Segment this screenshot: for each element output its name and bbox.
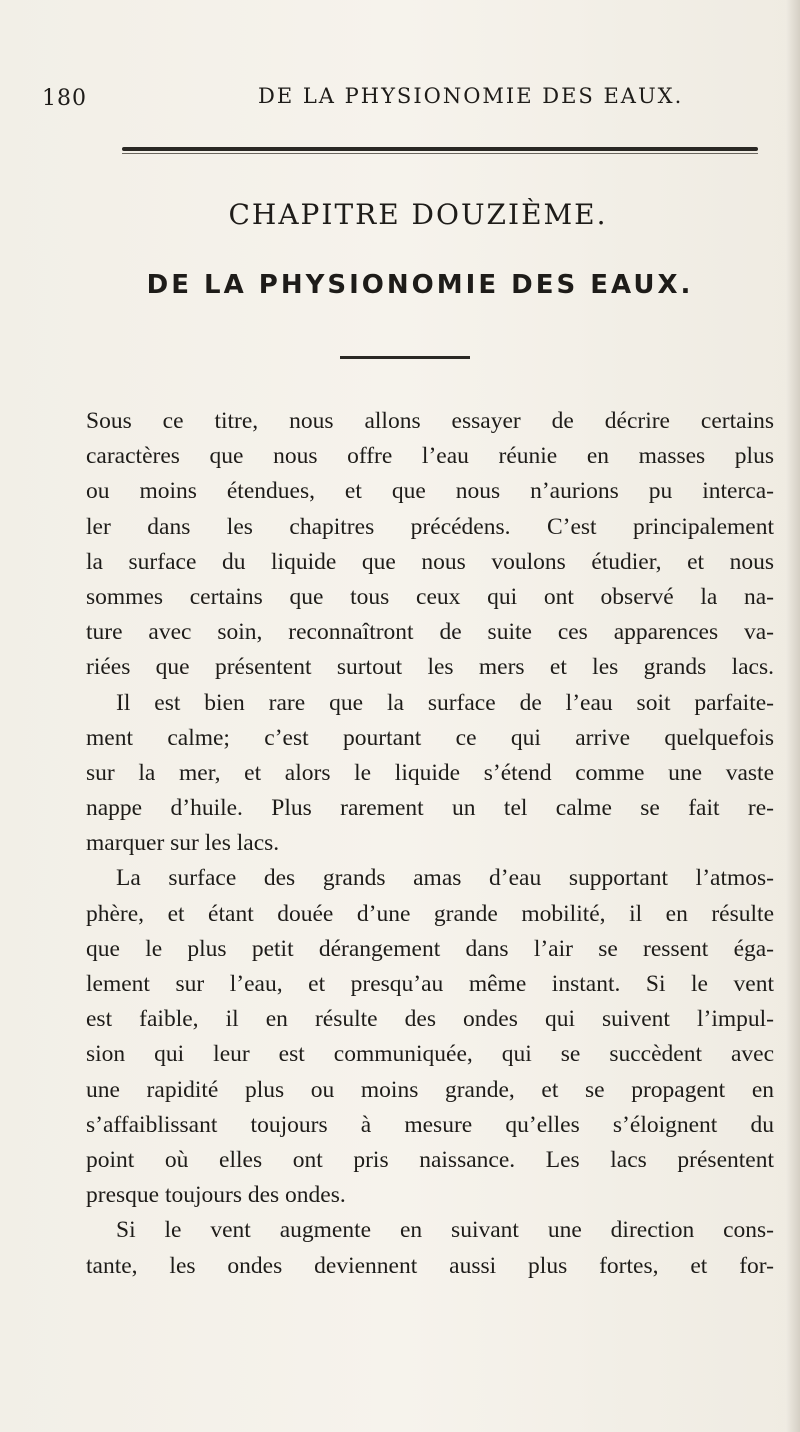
text-line: Sous ce titre, nous allons essayer de décrire certains: [86, 408, 774, 434]
text-line: caractères que nous offre l’eau réunie en masses plus: [86, 443, 774, 470]
section-title: DE LA PHYSIONOMIE DES EAUX.: [146, 270, 694, 300]
text-line: ture avec soin, reconnaîtront de suite ces apparences va-: [86, 619, 774, 646]
running-title: DE LA PHYSIONOMIE DES EAUX.: [258, 84, 684, 108]
text-line: sion qui leur est communiquée, qui se succèdent avec: [86, 1041, 774, 1068]
text-line: lement sur l’eau, et presqu’au même instant. Si le vent: [86, 971, 774, 997]
chapter-title: CHAPITRE DOUZIÈME.: [228, 198, 608, 231]
text-line: que le plus petit dérangement dans l’air se ressent éga-: [86, 935, 774, 962]
body-text: [86, 404, 774, 1284]
text-line: une rapidité plus ou moins grande, et se propagent en: [86, 1076, 774, 1103]
text-line: riées que présentent surtout les mers et les grands lacs.: [86, 654, 774, 681]
running-header: [40, 84, 740, 114]
text-line: La surface des grands amas d’eau supportant l’atmos-: [116, 865, 774, 892]
text-line: sur la mer, et alors le liquide s’étend comme une vaste: [86, 759, 774, 786]
header-rule: [122, 147, 758, 151]
section-rule: [340, 356, 470, 359]
text-line: Si le vent augmente en suivant une direction cons-: [116, 1217, 774, 1244]
text-line: phère, et étant douée d’une grande mobilité, il en résulte: [86, 900, 774, 927]
text-line: Il est bien rare que la surface de l’eau soit parfaite-: [116, 689, 774, 716]
text-line: presque toujours des ondes.: [86, 1182, 346, 1209]
text-line: tante, les ondes deviennent aussi plus fortes, et for-: [86, 1252, 774, 1279]
text-line: s’affaiblissant toujours à mesure qu’elles s’éloignent du: [86, 1111, 774, 1138]
text-line: la surface du liquide que nous voulons étudier, et nous: [86, 548, 774, 575]
text-line: sommes certains que tous ceux qui ont observé la na-: [86, 583, 774, 610]
text-line: ler dans les chapitres précédens. C’est principalement: [86, 513, 774, 540]
page-number: 180: [42, 86, 87, 111]
text-line: point où elles ont pris naissance. Les lacs présentent: [86, 1146, 774, 1173]
text-line: ment calme; c’est pourtant ce qui arrive quelquefois: [86, 724, 774, 751]
text-line: ou moins étendues, et que nous n’aurions pu interca-: [86, 478, 774, 505]
text-line: marquer sur les lacs.: [86, 830, 280, 857]
text-line: est faible, il en résulte des ondes qui suivent l’impul-: [86, 1006, 774, 1033]
header-rule-thin: [122, 153, 758, 154]
text-line: nappe d’huile. Plus rarement un tel calme se fait re-: [86, 795, 774, 822]
